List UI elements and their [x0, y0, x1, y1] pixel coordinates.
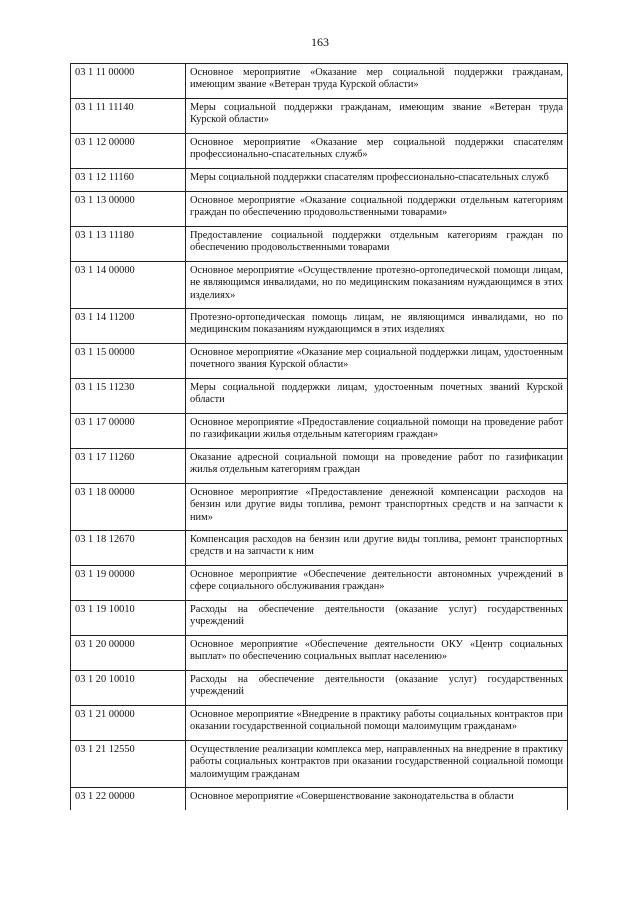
table-row [71, 788, 568, 811]
row-code: 03 1 15 11230 [71, 379, 186, 414]
table-row [71, 484, 568, 531]
row-description: Основное мероприятие «Оказание мер социальной поддержки лицам, удостоенным почетного звания Курской области» [186, 344, 568, 379]
row-code: 03 1 13 00000 [71, 192, 186, 227]
table-row [71, 344, 568, 379]
page-number: 163 [311, 35, 329, 49]
row-description: Меры социальной поддержки лицам, удостоенным почетных званий Курской области [186, 379, 568, 414]
row-code: 03 1 12 00000 [71, 134, 186, 169]
table-row [71, 169, 568, 192]
table-row [71, 671, 568, 706]
row-code: 03 1 17 11260 [71, 449, 186, 484]
row-code: 03 1 19 00000 [71, 566, 186, 601]
row-description: Основное мероприятие «Оказание мер социальной поддержки спасателям профессионально-спасательных служб» [186, 134, 568, 169]
row-code: 03 1 13 11180 [71, 227, 186, 262]
row-code: 03 1 20 00000 [71, 636, 186, 671]
table-row [71, 531, 568, 566]
table-row [71, 566, 568, 601]
row-description: Расходы на обеспечение деятельности (оказание услуг) государственных учреждений [186, 601, 568, 636]
row-description: Оказание адресной социальной помощи на проведение работ по газификации жилья отдельным категориям граждан [186, 449, 568, 484]
table-row [71, 706, 568, 741]
row-description: Основное мероприятие «Предоставление социальной помощи на проведение работ по газификации жилья отдельным категориям граждан» [186, 414, 568, 449]
row-description: Основное мероприятие «Осуществление протезно-ортопедической помощи лицам, не являющимся инвалидами, но по медицинским показаниям нуждающимся в этих изделиях» [186, 262, 568, 309]
table-row [71, 601, 568, 636]
table-row [71, 134, 568, 169]
row-description: Осуществление реализации комплекса мер, направленных на внедрение в практику работы социальных контрактов при оказании государственной социальной помощи малоимущим гражданам [186, 741, 568, 788]
row-code: 03 1 20 10010 [71, 671, 186, 706]
row-description: Предоставление социальной поддержки отдельным категориям граждан по обеспечению продовольственными товарами [186, 227, 568, 262]
row-code: 03 1 22 00000 [71, 788, 186, 811]
row-description: Основное мероприятие «Совершенствование законодательства в области [186, 788, 568, 811]
table-row [71, 227, 568, 262]
row-description: Основное мероприятие «Предоставление денежной компенсации расходов на бензин или другие виды топлива, ремонт транспортных средств и на запчасти к ним» [186, 484, 568, 531]
table-row [71, 262, 568, 309]
row-code: 03 1 15 00000 [71, 344, 186, 379]
row-code: 03 1 11 11140 [71, 99, 186, 134]
table-row [71, 64, 568, 99]
row-description: Расходы на обеспечение деятельности (оказание услуг) государственных учреждений [186, 671, 568, 706]
row-description: Компенсация расходов на бензин или другие виды топлива, ремонт транспортных средств и на запчасти к ним [186, 531, 568, 566]
row-description: Протезно-ортопедическая помощь лицам, не являющимся инвалидами, но по медицинским показаниям нуждающимся в этих изделиях [186, 309, 568, 344]
row-description: Основное мероприятие «Оказание мер социальной поддержки гражданам, имеющим звание «Ветеран труда Курской области» [186, 64, 568, 99]
row-code: 03 1 19 10010 [71, 601, 186, 636]
row-code: 03 1 14 11200 [71, 309, 186, 344]
table-row [71, 99, 568, 134]
table-row [71, 192, 568, 227]
row-description: Меры социальной поддержки спасателям профессионально-спасательных служб [186, 169, 568, 192]
program-code-table [70, 63, 568, 810]
row-code: 03 1 18 12670 [71, 531, 186, 566]
table-row [71, 741, 568, 788]
row-description: Основное мероприятие «Обеспечение деятельности ОКУ «Центр социальных выплат» по обеспечению социальных выплат населению» [186, 636, 568, 671]
row-code: 03 1 21 00000 [71, 706, 186, 741]
row-description: Основное мероприятие «Обеспечение деятельности автономных учреждений в сфере социального обслуживания граждан» [186, 566, 568, 601]
row-code: 03 1 18 00000 [71, 484, 186, 531]
row-description: Меры социальной поддержки гражданам, имеющим звание «Ветеран труда Курской области» [186, 99, 568, 134]
table-row [71, 309, 568, 344]
row-code: 03 1 12 11160 [71, 169, 186, 192]
row-code: 03 1 11 00000 [71, 64, 186, 99]
row-code: 03 1 17 00000 [71, 414, 186, 449]
table-row [71, 636, 568, 671]
row-description: Основное мероприятие «Внедрение в практику работы социальных контрактов при оказании государственной социальной помощи малоимущим гражданам» [186, 706, 568, 741]
table-row [71, 449, 568, 484]
row-description: Основное мероприятие «Оказание социальной поддержки отдельным категориям граждан по обеспечению продовольственными товарами» [186, 192, 568, 227]
row-code: 03 1 21 12550 [71, 741, 186, 788]
table-row [71, 379, 568, 414]
table-row [71, 414, 568, 449]
row-code: 03 1 14 00000 [71, 262, 186, 309]
